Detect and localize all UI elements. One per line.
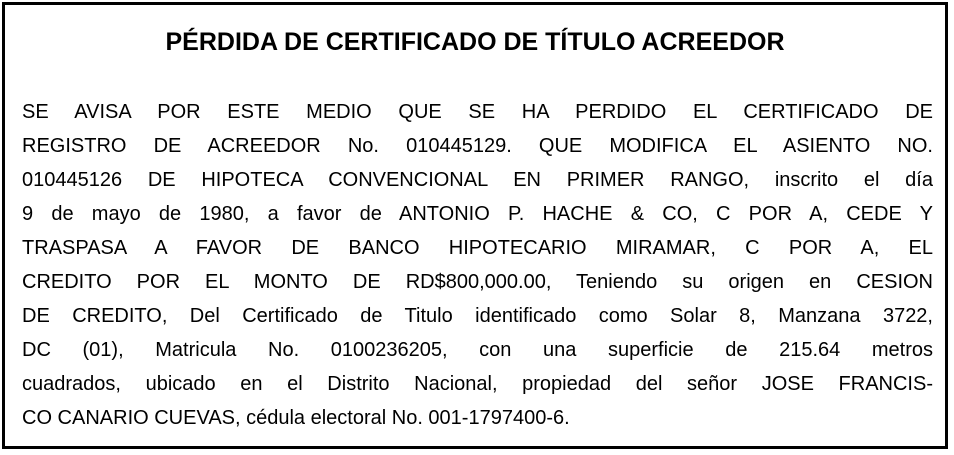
notice-line: 010445126 DE HIPOTECA CONVENCIONAL EN PRIMER RANGO, inscrito el día <box>22 169 933 191</box>
notice-line: SE AVISA POR ESTE MEDIO QUE SE HA PERDIDO EL CERTIFICADO DE <box>22 101 933 123</box>
notice-line: DE CREDITO, Del Certificado de Titulo identificado como Solar 8, Manzana 3722, <box>22 305 933 327</box>
notice-box <box>2 2 948 449</box>
notice-line: CREDITO POR EL MONTO DE RD$800,000.00, Teniendo su origen en CESION <box>22 271 933 293</box>
notice-line: cuadrados, ubicado en el Distrito Nacional, propiedad del señor JOSE FRANCIS- <box>22 373 933 395</box>
notice-line: TRASPASA A FAVOR DE BANCO HIPOTECARIO MIRAMAR, C POR A, EL <box>22 237 933 259</box>
notice-line: DC (01), Matricula No. 0100236205, con una superficie de 215.64 metros <box>22 339 933 361</box>
notice-line: REGISTRO DE ACREEDOR No. 010445129. QUE MODIFICA EL ASIENTO NO. <box>22 135 933 157</box>
notice-body <box>22 95 933 435</box>
notice-line: 9 de mayo de 1980, a favor de ANTONIO P. HACHE & CO, C POR A, CEDE Y <box>22 203 933 225</box>
notice-line: CO CANARIO CUEVAS, cédula electoral No. 001-1797400-6. <box>22 407 570 429</box>
notice-title: PÉRDIDA DE CERTIFICADO DE TÍTULO ACREEDOR <box>165 28 785 56</box>
